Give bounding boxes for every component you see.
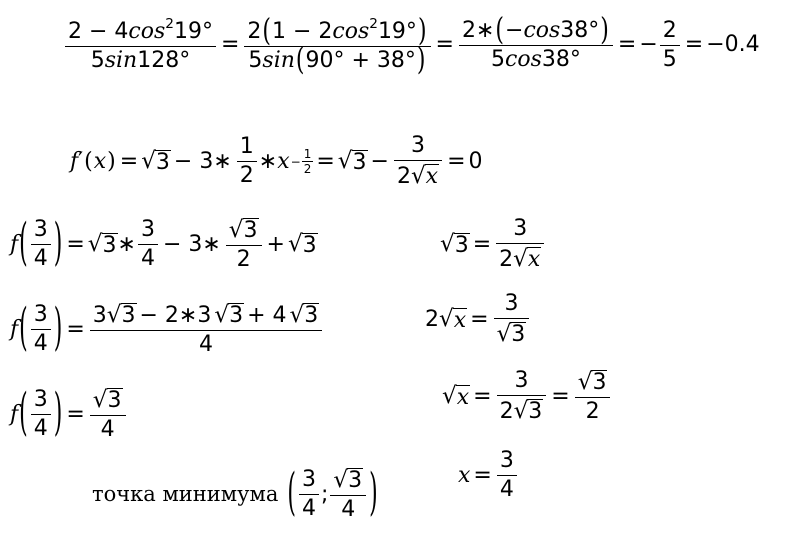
radicand: 3 bbox=[243, 218, 258, 243]
equation-right-4 bbox=[458, 450, 519, 501]
numerator: 3 bbox=[499, 448, 514, 473]
left-paren: ( bbox=[19, 214, 28, 273]
fraction-three-quarters bbox=[497, 450, 517, 501]
fraction-three-quarters bbox=[31, 389, 51, 440]
minus-sign: − bbox=[370, 148, 389, 174]
equals-sign: = bbox=[66, 316, 85, 342]
denominator: 4 bbox=[330, 495, 366, 521]
expr-text: − 3∗ bbox=[173, 148, 232, 174]
numerator: 3 bbox=[33, 217, 48, 242]
numerator: 3 bbox=[514, 368, 529, 393]
multiply-sign: ∗ bbox=[117, 231, 136, 257]
sqrt-three: √ 3 bbox=[337, 148, 367, 175]
angle-text: 128° bbox=[137, 48, 191, 74]
sqrt-three: √ 3 bbox=[496, 320, 526, 347]
fraction-three-quarters bbox=[299, 469, 319, 520]
numerator: 3 bbox=[33, 302, 48, 327]
sin-text: sin bbox=[262, 48, 295, 74]
right-paren: ) bbox=[417, 14, 427, 50]
coef-text: 3 bbox=[92, 302, 107, 328]
radicand: 3 bbox=[352, 149, 367, 175]
expr-text: − 3∗ bbox=[162, 231, 221, 257]
equation-derivative bbox=[70, 135, 483, 188]
function-name: f bbox=[10, 316, 19, 342]
equals-sign: = bbox=[66, 401, 85, 427]
coef-text: 2 bbox=[499, 398, 514, 424]
fraction-trig-2 bbox=[244, 14, 430, 79]
minimum-point bbox=[92, 464, 379, 523]
fraction-trig-1 bbox=[65, 18, 216, 72]
fraction-two-fifths bbox=[660, 17, 680, 72]
numerator: 3 bbox=[513, 216, 528, 241]
radicand: 3 bbox=[348, 468, 363, 493]
angle-text: 19° bbox=[377, 19, 417, 45]
sqrt-x: √ x bbox=[513, 245, 541, 272]
denominator bbox=[496, 243, 544, 271]
left-paren: ( bbox=[84, 148, 93, 174]
numerator: 1 bbox=[303, 147, 312, 161]
numerator: 2 bbox=[662, 17, 677, 43]
sqrt-three: √ 3 bbox=[92, 386, 122, 413]
angle-text: 38° bbox=[541, 46, 581, 72]
square-exponent: 2 bbox=[165, 16, 174, 32]
cos-text: cos bbox=[332, 19, 370, 45]
sqrt-three: √ 3 bbox=[141, 148, 170, 175]
sqrt-three: √ 3 bbox=[87, 231, 117, 258]
denominator: 4 bbox=[138, 244, 158, 270]
variable-x: x bbox=[93, 148, 107, 174]
minus-sign: − bbox=[505, 17, 524, 43]
radicand: 3 bbox=[229, 303, 244, 328]
right-paren: ) bbox=[53, 384, 63, 443]
fraction-three-over-2sqrt3 bbox=[497, 370, 547, 423]
minus-sign: − bbox=[290, 154, 301, 169]
radicand: 3 bbox=[102, 232, 117, 258]
left-paren: ( bbox=[495, 12, 504, 48]
expr-text: 90° + 38° bbox=[305, 48, 416, 74]
function-name: f bbox=[10, 401, 19, 427]
left-paren: ( bbox=[19, 384, 28, 443]
equals-sign: = bbox=[617, 32, 637, 58]
function-name: f bbox=[70, 148, 79, 174]
fraction-combined bbox=[90, 303, 322, 356]
left-paren: ( bbox=[295, 43, 305, 79]
sqrt-three: √ 3 bbox=[440, 231, 469, 258]
right-paren: ) bbox=[369, 464, 378, 523]
cos-text: cos bbox=[523, 17, 561, 43]
function-name: f bbox=[10, 231, 19, 257]
equation-trig bbox=[63, 12, 760, 79]
equals-sign: = bbox=[473, 462, 492, 488]
coef-text: 2 bbox=[499, 246, 514, 272]
numerator: 3 bbox=[301, 467, 316, 492]
variable-x: x bbox=[277, 148, 290, 174]
left-paren: ( bbox=[262, 14, 271, 50]
cos-text: cos bbox=[128, 19, 166, 45]
equals-sign: = bbox=[551, 383, 570, 409]
denominator: 4 bbox=[90, 415, 126, 441]
equals-sign: = bbox=[470, 306, 489, 332]
equals-sign: = bbox=[684, 32, 704, 58]
coef-text: 5 bbox=[491, 46, 505, 72]
numerator: 3 bbox=[504, 291, 519, 316]
left-paren: ( bbox=[19, 299, 28, 358]
equals-sign: = bbox=[435, 32, 454, 58]
result-value: −0.4 bbox=[706, 32, 760, 58]
sqrt-three: √ 3 bbox=[106, 301, 136, 328]
fraction-three-quarters bbox=[31, 304, 51, 355]
radicand: 3 bbox=[121, 303, 136, 328]
denominator bbox=[394, 160, 442, 188]
right-paren: ) bbox=[53, 214, 63, 273]
expr-text: − 2∗3 bbox=[139, 302, 212, 328]
equals-sign: = bbox=[473, 383, 492, 409]
denominator bbox=[497, 395, 547, 423]
fraction-three-quarters bbox=[31, 219, 51, 270]
numerator: 1 bbox=[239, 134, 254, 159]
numerator: 3 bbox=[140, 217, 155, 242]
equals-sign: = bbox=[447, 148, 466, 174]
denominator: 4 bbox=[31, 414, 51, 440]
radicand: 3 bbox=[107, 388, 122, 413]
fraction-three-over-2sqrtx bbox=[496, 218, 544, 271]
sqrt-three: √ 3 bbox=[228, 216, 258, 243]
fraction-three-over-sqrt3 bbox=[494, 293, 530, 346]
coef-text: 2 bbox=[396, 163, 411, 189]
right-paren: ) bbox=[600, 12, 609, 48]
radicand: x bbox=[425, 164, 439, 189]
variable-x: x bbox=[458, 462, 471, 488]
coef-text: 5 bbox=[248, 48, 263, 74]
equals-sign: = bbox=[220, 32, 240, 58]
radicand: x bbox=[527, 247, 541, 272]
sqrt-x: √ x bbox=[442, 383, 470, 410]
denominator: 2 bbox=[226, 245, 262, 271]
equals-sign: = bbox=[119, 148, 139, 174]
expr-text: + 4 bbox=[247, 302, 287, 328]
fraction-sqrt3-over-2 bbox=[226, 218, 262, 271]
plus-sign: + bbox=[266, 231, 285, 257]
fraction-sqrt3-over-4 bbox=[90, 388, 126, 441]
expr-text: 1 − 2 bbox=[271, 19, 333, 45]
fraction-three-quarters bbox=[138, 219, 158, 270]
equals-sign: = bbox=[66, 231, 85, 257]
cos-text: cos bbox=[505, 46, 542, 72]
denominator: 2 bbox=[303, 162, 312, 176]
numerator-text: 2 − 4 bbox=[68, 19, 129, 45]
square-exponent: 2 bbox=[369, 16, 378, 32]
exponent-minus-half bbox=[291, 148, 314, 175]
fraction-three-over-2sqrtx bbox=[394, 135, 442, 188]
coef-text: 2 bbox=[425, 306, 439, 332]
angle-text: 19° bbox=[173, 19, 213, 45]
sqrt-three: √ 3 bbox=[577, 368, 607, 395]
sqrt-three: √ 3 bbox=[214, 301, 244, 328]
radicand: 3 bbox=[454, 232, 469, 258]
denominator: 4 bbox=[90, 330, 322, 356]
denominator: 4 bbox=[497, 475, 517, 501]
separator: ; bbox=[320, 481, 329, 507]
equation-right-1 bbox=[440, 218, 546, 271]
radicand: 3 bbox=[511, 322, 526, 347]
equation-f-value-3 bbox=[10, 384, 128, 443]
sqrt-x: √ x bbox=[410, 162, 439, 189]
multiply-sign: ∗ bbox=[258, 148, 278, 174]
left-paren: ( bbox=[287, 464, 296, 523]
sin-text: sin bbox=[104, 48, 138, 74]
minimum-point-label: точка минимума bbox=[92, 482, 279, 506]
equation-right-3 bbox=[442, 370, 612, 423]
coef-text: 2 bbox=[247, 19, 262, 45]
prime-mark: ′ bbox=[78, 148, 84, 174]
radicand: x bbox=[453, 307, 467, 333]
equals-sign: = bbox=[472, 231, 492, 257]
numerator: 3 bbox=[411, 133, 425, 158]
equation-f-value-2 bbox=[10, 299, 324, 358]
coef-text: 2∗ bbox=[461, 17, 495, 43]
radicand: 3 bbox=[155, 149, 170, 175]
denominator: 4 bbox=[31, 329, 51, 355]
fraction-trig-3 bbox=[459, 12, 613, 72]
angle-text: 38° bbox=[560, 17, 600, 43]
equation-right-2 bbox=[425, 293, 531, 346]
fraction-sqrt3-over-2 bbox=[575, 370, 611, 423]
equals-sign: = bbox=[316, 148, 335, 174]
radicand: 3 bbox=[592, 370, 607, 395]
fraction-sqrt3-over-4 bbox=[330, 468, 366, 521]
radicand: x bbox=[456, 384, 470, 410]
equation-f-value-1 bbox=[10, 214, 318, 273]
sqrt-three: √ 3 bbox=[287, 231, 317, 258]
sqrt-three: √ 3 bbox=[289, 301, 319, 328]
fraction-half bbox=[237, 136, 257, 187]
right-paren: ) bbox=[416, 43, 426, 79]
denominator-coef: 5 bbox=[90, 48, 105, 74]
denominator: 4 bbox=[31, 244, 51, 270]
denominator: 2 bbox=[575, 397, 611, 423]
radicand: 3 bbox=[302, 232, 317, 258]
radicand: 3 bbox=[528, 399, 543, 424]
right-paren: ) bbox=[107, 148, 116, 174]
minus-sign: − bbox=[639, 32, 658, 58]
sqrt-three: √ 3 bbox=[333, 466, 363, 493]
denominator: 5 bbox=[660, 45, 680, 71]
numerator: 3 bbox=[33, 387, 48, 412]
sqrt-x: √ x bbox=[439, 306, 467, 333]
radicand: 3 bbox=[304, 303, 319, 328]
zero-value: 0 bbox=[468, 148, 483, 174]
denominator: 2 bbox=[237, 161, 257, 187]
denominator: 4 bbox=[299, 494, 319, 520]
right-paren: ) bbox=[53, 299, 63, 358]
sqrt-three: √ 3 bbox=[513, 397, 543, 424]
